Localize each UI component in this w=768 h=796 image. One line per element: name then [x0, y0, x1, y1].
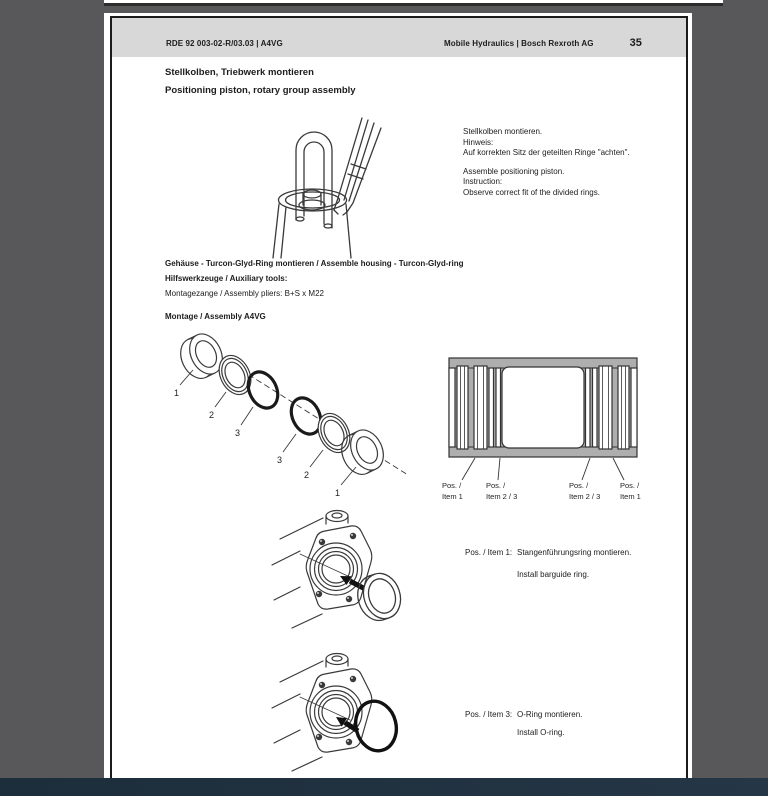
item-label: 2 [304, 470, 310, 480]
figure-housing-o-ring [270, 645, 435, 785]
cross-section-label: Item 2 / 3 [486, 492, 518, 501]
cross-section-label: Pos. / [486, 481, 506, 490]
item-label: 3 [277, 455, 283, 465]
note-line: Stellkolben montieren. [463, 127, 543, 136]
note-line: Observe correct fit of the divided rings. [463, 187, 600, 197]
previous-page-edge [104, 0, 723, 6]
page-header [112, 18, 686, 57]
page-number: 35 [629, 37, 642, 49]
brand-text: Mobile Hydraulics | Bosch Rexroth AG [443, 39, 594, 48]
step3-text-de: O-Ring montieren. [517, 710, 583, 719]
page-title-de: Stellkolben, Triebwerk montieren [165, 67, 314, 78]
step1-label: Pos. / Item 1: [465, 548, 513, 557]
item-label: 3 [235, 428, 241, 438]
viewer-bottom-bar [0, 778, 768, 796]
note-line: Auf korrekten Sitz der geteilten Ringe "achten". [463, 148, 630, 157]
item-label: 2 [209, 410, 215, 420]
tools-value: Montagezange / Assembly pliers: B+S x M22 [165, 289, 324, 298]
step3-label: Pos. / Item 3: [465, 710, 513, 719]
item-label: 1 [174, 388, 180, 398]
doc-reference: RDE 92 003-02-R/03.03 | A4VG [166, 39, 283, 48]
item-label: 1 [335, 488, 341, 498]
cross-section-label: Item 1 [620, 492, 641, 501]
note-block [463, 127, 630, 198]
assembly-heading: Montage / Assembly A4VG [165, 312, 266, 321]
cross-section-label: Item 1 [442, 492, 463, 501]
figure-piston-cross-section [436, 355, 651, 505]
section-heading: Gehäuse - Turcon-Glyd-Ring montieren / Assemble housing - Turcon-Glyd-ring [165, 259, 464, 268]
page-title-en: Positioning piston, rotary group assembly [165, 85, 356, 96]
tools-heading: Hilfswerkzeuge / Auxiliary tools: [165, 274, 288, 283]
step3-text-en: Install O-ring. [517, 728, 565, 737]
step1-text-de: Stangenführungsring montieren. [517, 548, 632, 557]
document-page [104, 13, 692, 778]
note-line: Assemble positioning piston. [463, 166, 565, 176]
cross-section-label: Pos. / [569, 481, 589, 490]
figure-positioning-piston [250, 108, 435, 258]
step1-text-en: Install barguide ring. [517, 570, 590, 579]
cross-section-label: Pos. / [620, 481, 640, 490]
figure-housing-barguide-ring [270, 502, 435, 642]
cross-section-label: Item 2 / 3 [569, 492, 601, 501]
figure-seal-rings-exploded [160, 333, 430, 505]
note-line: Instruction: [463, 177, 503, 186]
cross-section-label: Pos. / [442, 481, 462, 490]
note-line: Hinweis: [463, 137, 494, 147]
